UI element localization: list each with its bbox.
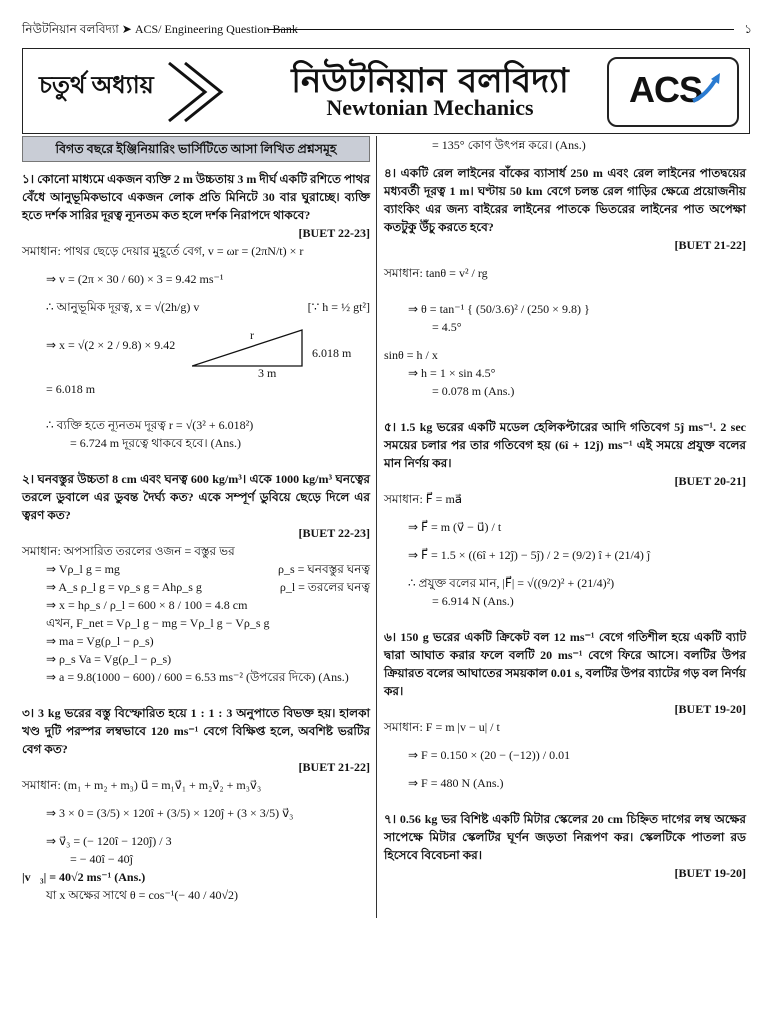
exam-tag: [BUET 19-20] <box>674 702 746 716</box>
question-4: ৪। একটি রেল লাইনের বাঁকের ব্যাসার্ধ 250 m এবং রেল লাইনের পাতদ্বয়ের মধ্যবর্তী দূরত্ব 1 m। ঘণ্টায় 50 km বেগে চলন্ত রেল গাড়ির ক্ষেত্রে প্রয়োজনীয় ব্যাংকিং এর জন্য বাইরের লাইনের পাতকে ভিতরের লাইনের পাত অপেক্ষা কতটুকু উঁচু করতে হবে? <box>384 166 746 234</box>
triangle-label-height: 6.018 m <box>312 346 352 360</box>
right-column <box>384 136 746 882</box>
answer-line: = 6.724 m দূরত্বে থাকবে হবে। (Ans.) <box>70 436 241 450</box>
solution-line: সমাধান: tanθ = v² / rg <box>384 266 488 280</box>
solution-line: ⇒ x = √(2 × 2 / 9.8) × 9.42 <box>46 338 176 352</box>
solution-line: ⇒ 3 × 0 = (3/5) × 120î + (3/5) × 120ĵ + (3 × 3/5) v⃗₃ <box>46 806 294 820</box>
logo-text: ACS <box>629 69 703 110</box>
solution-line: = − 40î − 40ĵ <box>70 852 133 866</box>
left-column <box>22 136 370 904</box>
solution-line: sinθ = h / x <box>384 348 438 362</box>
page-number: ১ <box>744 22 752 36</box>
solution-line: এখন, F_net = Vρ_l g − mg = Vρ_l g − Vρ_s g <box>46 616 270 630</box>
solution-note: ρ_s = ঘনবস্তুর ঘনত্ব <box>277 562 370 576</box>
solution-line: ⇒ ma = Vg(ρ_l − ρ_s) <box>46 634 154 648</box>
solution-line: = 6.018 m <box>46 382 96 396</box>
chevron-right-icon <box>161 59 241 125</box>
breadcrumb: নিউটনিয়ান বলবিদ্যা ➤ ACS/ Engineering Question Bank <box>22 22 298 36</box>
header-rule <box>267 29 734 30</box>
solution-line: ⇒ F⃗ = m (v⃗ − u⃗) / t <box>408 520 502 534</box>
chapter-banner <box>22 48 750 134</box>
solution-line: ⇒ ρ_s Va = Vg(ρ_l − ρ_s) <box>46 652 172 666</box>
exam-tag: [BUET 20-21] <box>674 474 746 488</box>
chapter-title-bn: নিউটনিয়ান বলবিদ্যা <box>291 61 569 101</box>
solution-line: সমাধান: F⃗ = ma⃗ <box>384 492 463 506</box>
exam-tag: [BUET 22-23] <box>298 226 370 240</box>
chapter-title-en: Newtonian Mechanics <box>326 95 534 120</box>
solution-line: ∴ আনুভূমিক দূরত্ব, x = √(2h/g) v <box>46 300 200 314</box>
answer-line: = 6.914 N (Ans.) <box>432 594 514 608</box>
exam-tag: [BUET 21-22] <box>298 760 370 774</box>
question-3: ৩। 3 kg ভরের বস্তু বিস্ফোরিত হয়ে 1 : 1 : 3 অনুপাতে বিভক্ত হয়। হালকা খণ্ড দুটি পরস্পর লম্বভাবে 120 ms⁻¹ বেগে বিক্ষিপ্ত হলে, অবশিষ্ট ভরটির বেগ কত? <box>22 706 370 756</box>
solution-line: সমাধান: পাথর ছেড়ে দেয়ার মুহূর্তে বেগ, v = ωr = (2πN/t) × r <box>22 244 304 258</box>
solution-line: ⇒ F⃗ = 1.5 × ((6î + 12ĵ) − 5ĵ) / 2 = (9/2) î + (21/4) ĵ <box>408 548 651 562</box>
solution-note: [∵ h = ½ gt²] <box>307 300 370 314</box>
arrow-up-right-icon <box>689 71 723 105</box>
solution-line: ⇒ v = (2π × 30 / 60) × 3 = 9.42 ms⁻¹ <box>46 272 224 286</box>
solution-line: ⇒ v⃗₃ = (− 120î − 120ĵ) / 3 <box>46 834 172 848</box>
solution-line: ⇒ h = 1 × sin 4.5° <box>408 366 496 380</box>
triangle-figure <box>22 326 370 380</box>
solution-line: ∴ ব্যক্তি হতে ন্যূনতম দূরত্ব r = √(3² + 6.018²) <box>46 418 254 432</box>
exam-tag: [BUET 21-22] <box>674 238 746 252</box>
solution-line: ⇒ Vρ_l g = mg <box>46 562 120 576</box>
triangle-label-base: 3 m <box>258 366 277 380</box>
solution-line: ⇒ F = 0.150 × (20 − (−12)) / 0.01 <box>408 748 571 762</box>
solution-line: ⇒ θ = tan⁻¹ { (50/3.6)² / (250 × 9.8) } <box>408 302 590 316</box>
running-header <box>22 20 752 38</box>
question-7: ৭। 0.56 kg ভর বিশিষ্ট একটি মিটার স্কেলের 20 cm চিহ্নিত দাগের লম্ব অক্ষের সাপেক্ষে মিটার স্কেলটির ঘূর্ণন জড়তা নিরূপণ কর। স্কেলটিকে পাতলা রড হিসেবে বিবেচনা কর। <box>384 812 746 862</box>
question-6: ৬। 150 g ভরের একটি ক্রিকেট বল 12 ms⁻¹ বেগে গতিশীল হয়ে একটি ব্যাট দ্বারা আঘাত করার ফলে বলটি 20 ms⁻¹ বেগে ফিরে আসে। বলটির উপর ক্রিয়ারত বলের আঘাতের সময়কাল 0.01 s, বলটির উপর ব্যাটের গড় বল নির্ণয় কর। <box>384 630 747 698</box>
question-5: ৫। 1.5 kg ভরের একটি মডেল হেলিকপ্টারের আদি গতিবেগ 5ĵ ms⁻¹. 2 sec সময়ের চলার পর তার গতিবেগ হয় (6î + 12ĵ) ms⁻¹ এই সময়ে প্রযুক্ত বলের মান নির্ণয় কর। <box>384 420 746 470</box>
solution-line: ⇒ A_s ρ_l g = vρ_s g = Ahρ_s g <box>46 580 202 594</box>
answer-line: = 135° কোণ উৎপন্ন করে। (Ans.) <box>432 138 586 152</box>
solution-line: সমাধান: F = m |v − u| / t <box>384 720 500 734</box>
exam-tag: [BUET 22-23] <box>298 526 370 540</box>
solution-line: ∴ প্রযুক্ত বলের মান, |F⃗| = √((9/2)² + (21/4)²) <box>408 576 615 590</box>
question-1: ১। কোনো মাধ্যমে একজন ব্যক্তি 2 m উচ্চতায় 3 m দীর্ঘ একটি রশিতে পাথর বেঁধে আনুভূমিকভাবে একজন লোক প্রতি মিনিটে 30 বার ঘুরাচ্ছে। ব্যক্তি হতে দর্শক সারির দূরত্ব ন্যূনতম কত হলে দর্শক নিরাপদে থাকবে? <box>22 172 370 222</box>
solution-line: = 4.5° <box>432 320 462 334</box>
solution-line: সমাধান: (m₁ + m₂ + m₃) u⃗ = m₁v⃗₁ + m₂v⃗₂ + m₃v⃗₃ <box>22 778 262 792</box>
answer-line: ⇒ a = 9.8(1000 − 600) / 600 = 6.53 ms⁻² (উপরের দিকে) (Ans.) <box>46 670 349 684</box>
logo <box>607 57 739 127</box>
section-title: বিগত বছরে ইঞ্জিনিয়ারিং ভার্সিটিতে আসা লিখিত প্রশ্নসমূহ <box>22 136 370 162</box>
answer-line: = 0.078 m (Ans.) <box>432 384 515 398</box>
solution-line: ⇒ x = hρ_s / ρ_l = 600 × 8 / 100 = 4.8 cm <box>46 598 248 612</box>
answer-line: ⇒ F = 480 N (Ans.) <box>408 776 504 790</box>
question-2: ২। ঘনবস্তুর উচ্চতা 8 cm এবং ঘনত্ব 600 kg/m³। একে 1000 kg/m³ ঘনত্বের তরলে ডুবালে এর ডুবন্ত দৈর্ঘ্য কত? একে সম্পূর্ণ ডুবিয়ে ছেড়ে দিলে এর ত্বরণ কত? <box>22 472 370 522</box>
solution-line: যা x অক্ষের সাথে θ = cos⁻¹(− 40 / 40√2) <box>46 888 239 902</box>
chapter-label: চতুর্থ অধ্যায় <box>39 73 154 99</box>
answer-line: |v⃗₃| = 40√2 ms⁻¹ (Ans.) <box>22 870 146 884</box>
triangle-label-r: r <box>250 328 254 342</box>
solution-note: ρ_l = তরলের ঘনত্ব <box>279 580 370 594</box>
column-divider <box>376 136 377 918</box>
exam-tag: [BUET 19-20] <box>674 866 746 880</box>
solution-line: সমাধান: অপসারিত তরলের ওজন = বস্তুর ভর <box>22 544 235 558</box>
